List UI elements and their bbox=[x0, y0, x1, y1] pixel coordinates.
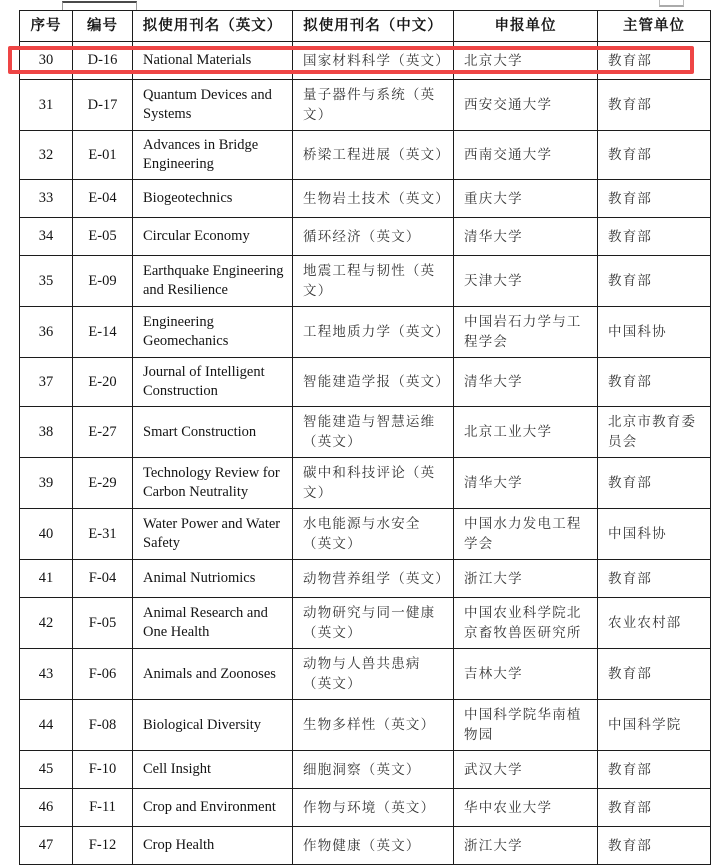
cell-code bbox=[73, 358, 133, 407]
cell-name-zh-text: 水电能源与水安全（英文） bbox=[303, 516, 421, 551]
cell-name-zh-text: 地震工程与韧性（英文） bbox=[303, 263, 436, 298]
cell-name-en-text: Smart Construction bbox=[143, 423, 257, 440]
cell-name-en-text: Animal Nutriomics bbox=[143, 570, 256, 586]
cell-index bbox=[20, 307, 73, 358]
cell-name-zh-text: 智能建造学报（英文） bbox=[303, 374, 450, 389]
cell-index bbox=[20, 827, 73, 865]
cell-index-text: 37 bbox=[38, 373, 54, 390]
cell-name-zh-text: 动物营养组学（英文） bbox=[303, 570, 450, 586]
cell-name-en bbox=[133, 700, 293, 751]
cell-applicant-text: 天津大学 bbox=[464, 273, 523, 288]
cell-name-en-text: Biogeotechnics bbox=[143, 190, 233, 206]
cell-index-text: 45 bbox=[38, 761, 54, 777]
cell-index-text: 34 bbox=[38, 228, 54, 244]
cell-index bbox=[20, 560, 73, 598]
cell-code bbox=[73, 458, 133, 509]
cell-index-text: 44 bbox=[38, 716, 54, 733]
cell-name-zh-text: 量子器件与系统（英文） bbox=[303, 87, 436, 122]
cell-code-text: F-08 bbox=[88, 716, 117, 733]
cell-name-en bbox=[133, 131, 293, 180]
cell-code bbox=[73, 509, 133, 560]
table-row bbox=[20, 407, 711, 458]
cell-supervisor-text: 中国科学院 bbox=[608, 717, 682, 732]
cell-index-text: 39 bbox=[38, 474, 54, 491]
cell-name-zh bbox=[293, 827, 454, 865]
cell-code-text: F-12 bbox=[88, 837, 117, 853]
cell-name-zh-text: 生物多样性（英文） bbox=[303, 717, 436, 732]
cell-applicant-text: 清华大学 bbox=[464, 374, 523, 389]
cell-name-zh bbox=[293, 509, 454, 560]
table-row bbox=[20, 42, 711, 80]
cell-supervisor bbox=[598, 458, 711, 509]
cell-index-text: 30 bbox=[38, 52, 54, 68]
cell-applicant bbox=[454, 827, 598, 865]
table-row bbox=[20, 458, 711, 509]
cell-name-zh bbox=[293, 358, 454, 407]
cell-name-zh-text: 智能建造与智慧运维（英文） bbox=[303, 414, 436, 449]
cell-code-text: E-09 bbox=[88, 272, 117, 289]
cell-code bbox=[73, 42, 133, 80]
cell-applicant-text: 清华大学 bbox=[464, 475, 523, 490]
cell-supervisor-text: 北京市教育委员会 bbox=[608, 414, 697, 449]
cell-index bbox=[20, 509, 73, 560]
journal-application-table bbox=[19, 10, 711, 865]
cell-name-zh-text: 动物与人兽共患病（英文） bbox=[303, 656, 421, 691]
table-header-row bbox=[20, 11, 711, 42]
cell-supervisor-text: 教育部 bbox=[608, 97, 653, 112]
cell-code bbox=[73, 598, 133, 649]
cell-code-text: F-10 bbox=[88, 761, 117, 777]
cell-name-zh bbox=[293, 458, 454, 509]
cell-applicant-text: 中国农业科学院北京畜牧兽医研究所 bbox=[464, 605, 582, 640]
cell-applicant bbox=[454, 180, 598, 218]
cell-code-text: E-31 bbox=[88, 525, 117, 542]
cell-index bbox=[20, 131, 73, 180]
cell-index-text: 36 bbox=[38, 323, 54, 340]
cell-index bbox=[20, 80, 73, 131]
cell-code-text: F-05 bbox=[88, 614, 117, 631]
cell-name-zh-text: 桥梁工程进展（英文） bbox=[303, 147, 450, 162]
cell-code-text: E-14 bbox=[88, 323, 117, 340]
cell-name-en-text: National Materials bbox=[143, 52, 252, 68]
cell-code bbox=[73, 256, 133, 307]
cell-name-en-text: Earthquake Engineering and Resilience bbox=[143, 263, 284, 298]
cell-index-text: 43 bbox=[38, 665, 54, 682]
cell-supervisor bbox=[598, 131, 711, 180]
cell-supervisor-text: 教育部 bbox=[608, 666, 653, 681]
table-row bbox=[20, 751, 711, 789]
cell-name-zh-text: 碳中和科技评论（英文） bbox=[303, 465, 436, 500]
cell-index-text: 41 bbox=[38, 570, 54, 586]
cell-code-text: F-11 bbox=[89, 799, 116, 815]
cell-index bbox=[20, 42, 73, 80]
cropped-row-remnant-left bbox=[62, 1, 137, 10]
cell-index bbox=[20, 649, 73, 700]
table-row bbox=[20, 649, 711, 700]
cell-supervisor bbox=[598, 307, 711, 358]
table-row bbox=[20, 560, 711, 598]
column-header-applicant: 申报单位 bbox=[454, 11, 598, 42]
cell-code bbox=[73, 407, 133, 458]
cell-supervisor bbox=[598, 789, 711, 827]
cell-name-en-text: Cell Insight bbox=[143, 761, 212, 777]
cell-name-en bbox=[133, 649, 293, 700]
cell-applicant-text: 西安交通大学 bbox=[464, 97, 553, 112]
cell-applicant-text: 重庆大学 bbox=[464, 190, 523, 206]
cell-name-en-text: Crop Health bbox=[143, 837, 215, 853]
cell-code-text: E-05 bbox=[88, 228, 117, 244]
cell-name-zh bbox=[293, 789, 454, 827]
cell-name-en bbox=[133, 180, 293, 218]
cell-name-zh bbox=[293, 751, 454, 789]
cell-supervisor-text: 中国科协 bbox=[608, 526, 667, 541]
cell-applicant-text: 清华大学 bbox=[464, 228, 523, 244]
cell-code bbox=[73, 649, 133, 700]
cell-applicant bbox=[454, 751, 598, 789]
cell-name-en bbox=[133, 509, 293, 560]
cell-name-zh-text: 作物与环境（英文） bbox=[303, 799, 436, 815]
cell-name-en-text: Engineering Geomechanics bbox=[143, 314, 229, 349]
cell-name-en bbox=[133, 751, 293, 789]
cell-index-text: 46 bbox=[38, 799, 54, 815]
cell-code bbox=[73, 789, 133, 827]
cell-name-zh-text: 生物岩土技术（英文） bbox=[303, 190, 450, 206]
cell-name-zh-text: 循环经济（英文） bbox=[303, 228, 421, 244]
cell-supervisor-text: 农业农村部 bbox=[608, 615, 682, 630]
cell-code-text: D-16 bbox=[87, 52, 118, 68]
cell-index-text: 31 bbox=[38, 96, 54, 113]
cell-name-en bbox=[133, 560, 293, 598]
cell-name-en-text: Quantum Devices and Systems bbox=[143, 87, 272, 122]
cell-name-zh-text: 细胞洞察（英文） bbox=[303, 761, 421, 777]
column-header-name-zh: 拟使用刊名（中文） bbox=[293, 11, 454, 42]
cell-name-en bbox=[133, 256, 293, 307]
cell-index bbox=[20, 180, 73, 218]
cell-supervisor-text: 教育部 bbox=[608, 570, 653, 586]
table-row bbox=[20, 509, 711, 560]
cell-code bbox=[73, 131, 133, 180]
cell-applicant bbox=[454, 131, 598, 180]
cell-code-text: F-04 bbox=[88, 570, 117, 586]
cell-name-zh-text: 工程地质力学（英文） bbox=[303, 324, 450, 339]
cell-applicant-text: 武汉大学 bbox=[464, 761, 523, 777]
cell-applicant-text: 浙江大学 bbox=[464, 837, 523, 853]
cell-name-en-text: Circular Economy bbox=[143, 228, 250, 244]
cell-code-text: D-17 bbox=[87, 96, 118, 113]
cell-applicant-text: 中国岩石力学与工程学会 bbox=[464, 314, 582, 349]
cell-name-en bbox=[133, 458, 293, 509]
cell-name-zh-text: 国家材料科学（英文） bbox=[303, 52, 450, 68]
cell-applicant-text: 北京工业大学 bbox=[464, 424, 553, 439]
cell-name-en-text: Animals and Zoonoses bbox=[143, 665, 276, 682]
column-header-supervisor: 主管单位 bbox=[598, 11, 711, 42]
column-header-name-en: 拟使用刊名（英文） bbox=[133, 11, 293, 42]
cell-index bbox=[20, 218, 73, 256]
cell-name-zh bbox=[293, 180, 454, 218]
cell-name-zh bbox=[293, 218, 454, 256]
cell-applicant-text: 西南交通大学 bbox=[464, 147, 553, 162]
cell-supervisor bbox=[598, 218, 711, 256]
cell-applicant bbox=[454, 509, 598, 560]
cell-name-en-text: Water Power and Water Safety bbox=[143, 516, 281, 551]
cell-applicant-text: 华中农业大学 bbox=[464, 799, 553, 815]
cell-applicant bbox=[454, 649, 598, 700]
cell-index bbox=[20, 598, 73, 649]
cell-name-en bbox=[133, 218, 293, 256]
cell-name-en-text: Technology Review for Carbon Neutrality bbox=[143, 465, 280, 500]
cell-applicant bbox=[454, 358, 598, 407]
cell-name-zh-text: 作物健康（英文） bbox=[303, 837, 421, 853]
table-row bbox=[20, 598, 711, 649]
cell-name-en bbox=[133, 598, 293, 649]
cell-supervisor bbox=[598, 649, 711, 700]
cell-code bbox=[73, 827, 133, 865]
cell-applicant bbox=[454, 256, 598, 307]
cell-applicant-text: 浙江大学 bbox=[464, 570, 523, 586]
table-row bbox=[20, 700, 711, 751]
cell-code bbox=[73, 751, 133, 789]
cell-index-text: 33 bbox=[38, 190, 54, 206]
cell-applicant bbox=[454, 700, 598, 751]
cell-index-text: 40 bbox=[38, 525, 54, 542]
cell-applicant-text: 中国水力发电工程学会 bbox=[464, 516, 582, 551]
cell-name-zh bbox=[293, 700, 454, 751]
cell-supervisor bbox=[598, 407, 711, 458]
cell-code-text: E-29 bbox=[88, 474, 117, 491]
cell-index-text: 35 bbox=[38, 272, 54, 289]
cell-name-en-text: Animal Research and One Health bbox=[143, 605, 268, 640]
cell-name-zh bbox=[293, 307, 454, 358]
cell-supervisor bbox=[598, 509, 711, 560]
table-row bbox=[20, 218, 711, 256]
cell-supervisor bbox=[598, 256, 711, 307]
cell-code bbox=[73, 307, 133, 358]
cell-name-en bbox=[133, 358, 293, 407]
cell-code bbox=[73, 218, 133, 256]
cell-code bbox=[73, 80, 133, 131]
cell-applicant bbox=[454, 789, 598, 827]
table-row bbox=[20, 358, 711, 407]
table-row bbox=[20, 307, 711, 358]
column-header-index: 序号 bbox=[20, 11, 73, 42]
cell-name-en bbox=[133, 307, 293, 358]
cell-name-en-text: Journal of Intelligent Construction bbox=[143, 364, 265, 399]
cell-supervisor bbox=[598, 700, 711, 751]
cell-code bbox=[73, 560, 133, 598]
cell-supervisor bbox=[598, 80, 711, 131]
cell-name-en bbox=[133, 827, 293, 865]
cell-supervisor-text: 教育部 bbox=[608, 52, 653, 68]
cell-index bbox=[20, 358, 73, 407]
cell-applicant-text: 北京大学 bbox=[464, 52, 523, 68]
table-row bbox=[20, 80, 711, 131]
column-header-code: 编号 bbox=[73, 11, 133, 42]
cell-name-zh bbox=[293, 649, 454, 700]
cropped-row-remnant-right bbox=[659, 0, 684, 7]
cell-supervisor bbox=[598, 358, 711, 407]
cell-applicant bbox=[454, 407, 598, 458]
cell-code-text: E-04 bbox=[88, 190, 117, 206]
cell-applicant bbox=[454, 598, 598, 649]
cell-supervisor bbox=[598, 598, 711, 649]
cell-index bbox=[20, 789, 73, 827]
cell-applicant bbox=[454, 80, 598, 131]
cell-supervisor bbox=[598, 42, 711, 80]
cell-supervisor-text: 教育部 bbox=[608, 190, 653, 206]
cell-code bbox=[73, 700, 133, 751]
cell-applicant bbox=[454, 458, 598, 509]
cell-name-en-text: Biological Diversity bbox=[143, 716, 261, 733]
cell-code bbox=[73, 180, 133, 218]
cell-index-text: 38 bbox=[38, 423, 54, 440]
table-row bbox=[20, 131, 711, 180]
cell-supervisor bbox=[598, 827, 711, 865]
cell-supervisor-text: 教育部 bbox=[608, 273, 653, 288]
cell-supervisor-text: 教育部 bbox=[608, 228, 653, 244]
cell-supervisor bbox=[598, 560, 711, 598]
cell-name-en-text: Crop and Environment bbox=[143, 799, 276, 815]
cell-supervisor-text: 教育部 bbox=[608, 837, 653, 853]
cell-supervisor-text: 教育部 bbox=[608, 799, 653, 815]
cell-applicant-text: 吉林大学 bbox=[464, 666, 523, 681]
cell-code-text: E-27 bbox=[88, 423, 117, 440]
cell-supervisor-text: 教育部 bbox=[608, 475, 653, 490]
cell-index-text: 32 bbox=[38, 146, 54, 163]
cell-supervisor-text: 教育部 bbox=[608, 761, 653, 777]
cell-index bbox=[20, 407, 73, 458]
cell-name-en bbox=[133, 42, 293, 80]
cell-applicant-text: 中国科学院华南植物园 bbox=[464, 707, 582, 742]
cell-supervisor-text: 中国科协 bbox=[608, 324, 667, 339]
cell-applicant bbox=[454, 218, 598, 256]
cell-supervisor-text: 教育部 bbox=[608, 374, 653, 389]
table-row bbox=[20, 789, 711, 827]
cell-name-en-text: Advances in Bridge Engineering bbox=[143, 137, 259, 172]
cell-applicant bbox=[454, 307, 598, 358]
cell-code-text: F-06 bbox=[88, 665, 117, 682]
cell-index bbox=[20, 458, 73, 509]
cell-supervisor-text: 教育部 bbox=[608, 147, 653, 162]
cell-index bbox=[20, 256, 73, 307]
cell-index bbox=[20, 751, 73, 789]
cell-applicant bbox=[454, 560, 598, 598]
cell-name-en bbox=[133, 80, 293, 131]
cell-code-text: E-01 bbox=[88, 146, 117, 163]
cell-name-zh bbox=[293, 80, 454, 131]
table-row bbox=[20, 827, 711, 865]
table-row bbox=[20, 180, 711, 218]
cell-name-en bbox=[133, 789, 293, 827]
cell-index bbox=[20, 700, 73, 751]
cell-code-text: E-20 bbox=[88, 373, 117, 390]
table-row bbox=[20, 256, 711, 307]
cell-index-text: 42 bbox=[38, 614, 54, 631]
cell-name-zh bbox=[293, 560, 454, 598]
cell-name-zh bbox=[293, 42, 454, 80]
cell-name-zh bbox=[293, 256, 454, 307]
cell-index-text: 47 bbox=[38, 837, 54, 853]
cell-supervisor bbox=[598, 180, 711, 218]
cell-name-zh-text: 动物研究与同一健康（英文） bbox=[303, 605, 436, 640]
cell-name-zh bbox=[293, 407, 454, 458]
cell-name-zh bbox=[293, 131, 454, 180]
cell-name-zh bbox=[293, 598, 454, 649]
cell-supervisor bbox=[598, 751, 711, 789]
cell-name-en bbox=[133, 407, 293, 458]
table-body bbox=[20, 42, 711, 865]
cell-applicant bbox=[454, 42, 598, 80]
